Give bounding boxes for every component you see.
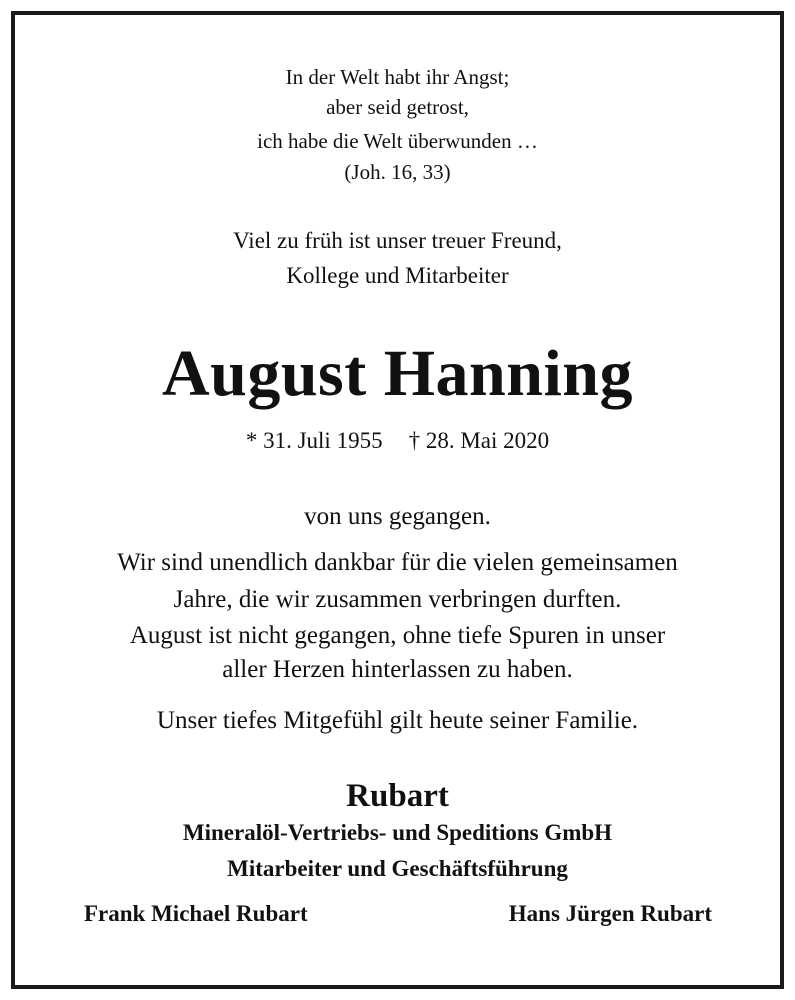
- departed-text: von uns gegangen.: [304, 503, 491, 530]
- intro-line-1: Viel zu früh ist unser treuer Freund,: [233, 228, 562, 253]
- tribute-line-3: August ist nicht gegangen, ohne tiefe Spuren in unser: [129, 622, 666, 649]
- tribute-line-1: Wir sind unendlich dankbar für die vielen gemeinsamen: [117, 549, 678, 576]
- signer-1: Frank Michael Rubart: [84, 901, 308, 926]
- tribute-line-2: Jahre, die wir zusammen verbringen durften.: [173, 586, 622, 613]
- death-date: † 28. Mai 2020: [408, 428, 550, 453]
- verse-line-3: ich habe die Welt überwunden …: [257, 129, 538, 153]
- life-dates: [0, 425, 795, 457]
- signer-2: Hans Jürgen Rubart: [508, 901, 712, 926]
- tribute-line-4: aller Herzen hinterlassen zu haben.: [222, 656, 573, 683]
- verse-reference: (Joh. 16, 33): [344, 160, 451, 184]
- condolence-text: Unser tiefes Mitgefühl gilt heute seiner Familie.: [156, 707, 639, 734]
- birth-date: * 31. Juli 1955: [245, 428, 383, 453]
- intro-line-2: Kollege und Mitarbeiter: [286, 263, 509, 288]
- verse-line-2: aber seid getrost,: [326, 95, 469, 119]
- company-staff: Mitarbeiter und Geschäftsführung: [227, 856, 568, 881]
- deceased-name: August Hanning: [161, 337, 634, 410]
- company-name: Rubart: [346, 778, 449, 814]
- company-full-name: Mineralöl-Vertriebs- und Speditions GmbH: [182, 820, 613, 845]
- verse-line-1: In der Welt habt ihr Angst;: [285, 65, 510, 89]
